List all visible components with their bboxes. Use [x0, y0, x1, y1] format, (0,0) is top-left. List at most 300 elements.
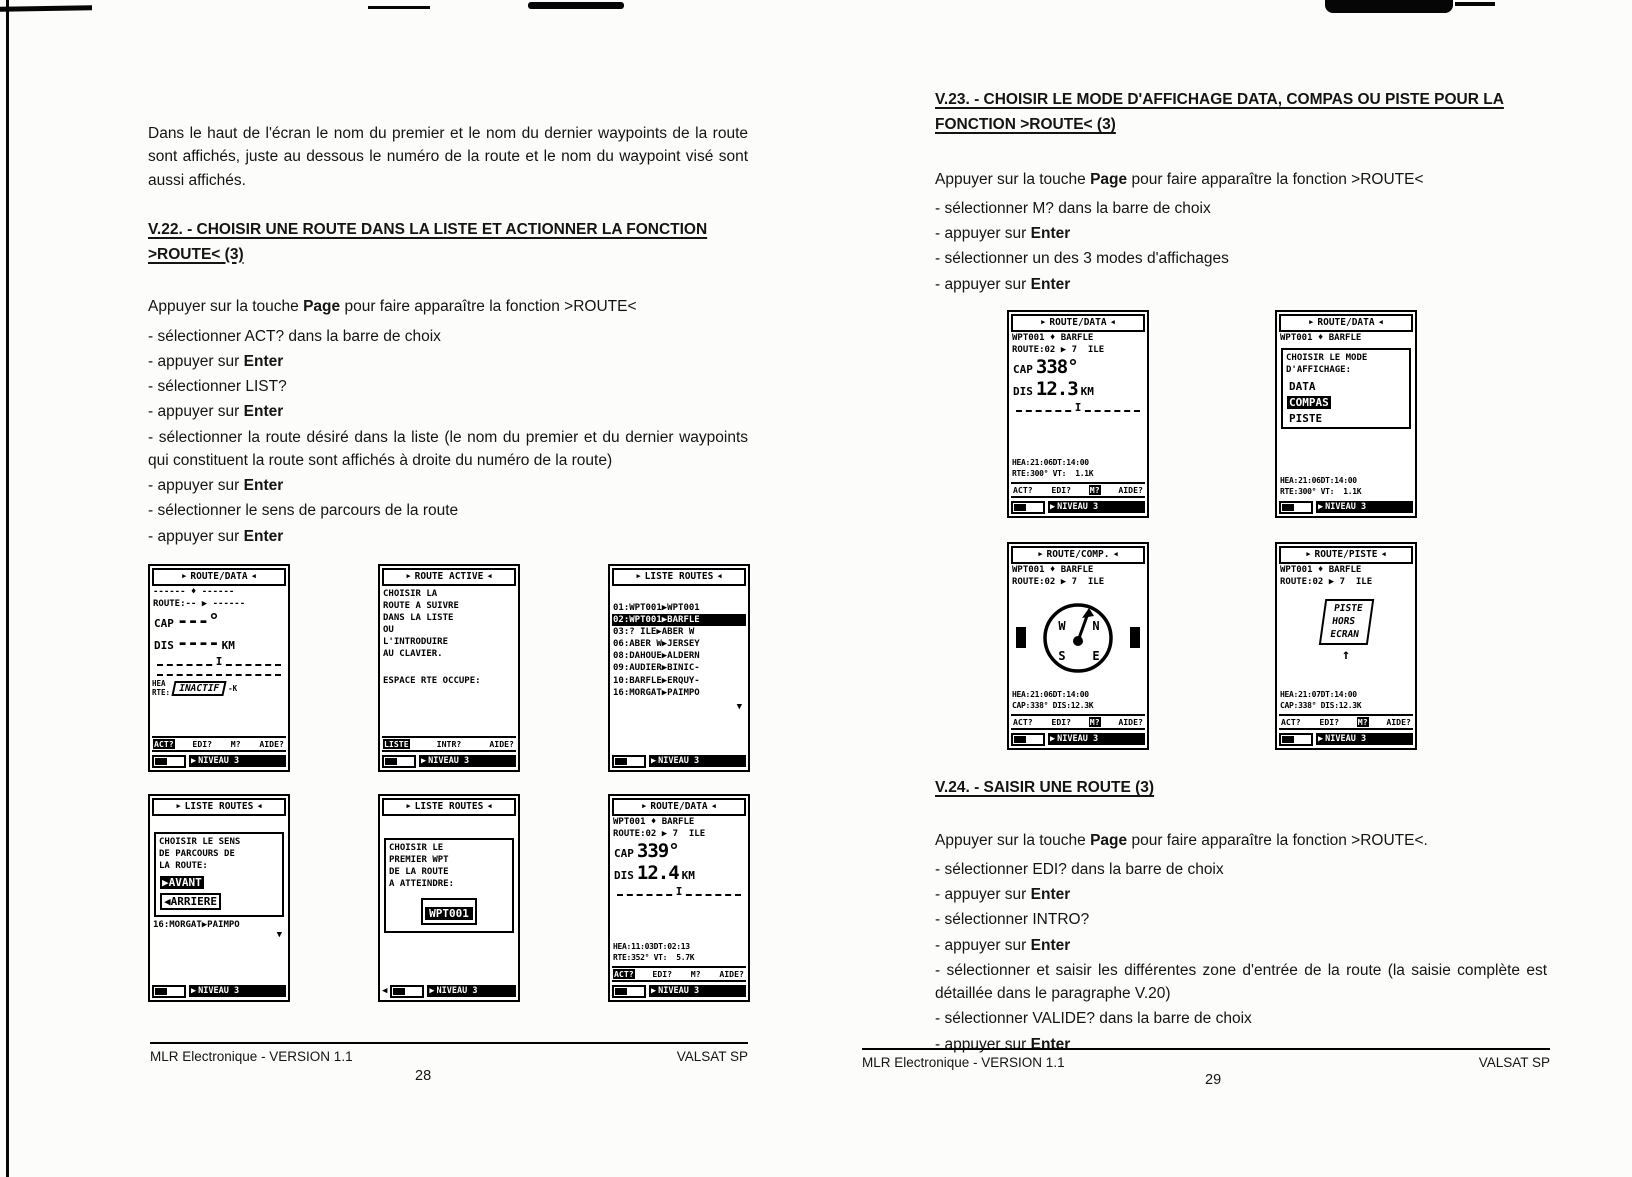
text-segment: Page	[1090, 831, 1128, 849]
instruction-step	[935, 273, 1547, 296]
option-arriere: ◀ARRIERE	[160, 893, 221, 910]
niveau-level	[1048, 733, 1145, 745]
arrow-left-icon: ◀	[1378, 318, 1383, 327]
lcd-menu-item: AIDE?	[1118, 716, 1143, 727]
lcd-row: ROUTE A SUIVRE	[383, 600, 459, 611]
selected-waypoint-box	[421, 898, 477, 925]
text-segment: - sélectionner EDI? dans la barre de choix	[935, 860, 1224, 878]
text-segment: - appuyer sur	[148, 527, 244, 545]
lcd-title: ROUTE/DATA	[650, 800, 708, 812]
display-mode-option: DATA	[1289, 380, 1316, 394]
cap-readout	[612, 842, 746, 862]
compass-letter-e: E	[1092, 649, 1100, 663]
lcd-screen-route-data	[1007, 310, 1149, 518]
battery-fill	[1014, 736, 1026, 743]
waypoint-line: WPT001 ♦ BARFLE	[1280, 332, 1362, 343]
lcd-header	[382, 798, 516, 816]
niveau-bar	[1011, 733, 1145, 746]
scan-mark	[1325, 0, 1453, 13]
selected-waypoint: WPT001	[425, 907, 473, 920]
niveau-bar	[612, 755, 746, 768]
arrow-right-icon: ▶	[1306, 550, 1311, 559]
dis-label: DIS	[1013, 384, 1033, 398]
instruction-step	[148, 325, 748, 348]
lcd-screens-grid	[148, 564, 748, 1002]
lcd-row: OU	[383, 625, 394, 636]
lcd-menu-bar	[382, 736, 516, 752]
rte-line: RTE:352° VT: 5.7K	[613, 953, 695, 963]
niveau-bar	[1011, 501, 1145, 514]
text-segment: - sélectionner un des 3 modes d'affichages	[935, 250, 1229, 268]
lcd-menu-item: EDI?	[1319, 716, 1340, 727]
lcd-screen-route-piste	[1275, 542, 1417, 750]
text-segment: Enter	[243, 477, 284, 495]
lcd-menu-bar	[612, 966, 746, 982]
lcd-header	[1011, 314, 1145, 332]
route-row-behind: 16:MORGAT▶PAIMPO	[153, 920, 240, 931]
cap-readout	[152, 612, 286, 632]
battery-gauge-icon	[1011, 733, 1045, 746]
flag-text	[1328, 603, 1364, 641]
lcd-menu-item: ACT?	[1013, 484, 1033, 495]
waypoint-line: ------ ♦ ------	[153, 586, 235, 597]
text-segment: - sélectionner la route désiré dans la liste (le nom du premier et du dernier waypoints qui constituent la route sont affichés à droite du numéro de la route)	[148, 428, 748, 469]
manual-page-28	[148, 122, 748, 1002]
battery-gauge-icon	[382, 755, 416, 768]
niveau-bar	[382, 755, 516, 768]
xte-indicator	[1016, 400, 1140, 416]
lcd-row: DE LA ROUTE	[389, 867, 449, 877]
lcd-row: D'AFFICHAGE:	[1286, 365, 1352, 375]
niveau-level	[427, 985, 516, 997]
text-segment: Enter	[1030, 225, 1071, 243]
arrow-left-icon: ◀	[717, 572, 722, 581]
niveau-label: NIVEAU 3	[1057, 734, 1099, 745]
text-segment: Enter	[243, 352, 284, 370]
niveau-level	[189, 985, 286, 997]
lcd-menu-bar	[1011, 482, 1145, 498]
instruction-step	[935, 908, 1547, 931]
niveau-label: NIVEAU 3	[428, 756, 470, 767]
page-number-28: 28	[415, 1068, 432, 1084]
arrow-right-icon: ▶	[406, 572, 411, 581]
lcd-screen-route-data-active	[608, 794, 750, 1002]
lcd-menu-item: M?	[1089, 484, 1100, 495]
arrow-right-icon: ▶	[642, 802, 647, 811]
lcd-screen-premier-wpt	[378, 794, 520, 1002]
dis-label: DIS	[154, 638, 174, 652]
instruction-step	[148, 375, 748, 398]
niveau-level	[1316, 733, 1413, 745]
lcd-menu-item: EDI?	[652, 968, 673, 979]
arrow-right-icon: ▶	[429, 986, 435, 997]
lcd-menu-item: AIDE?	[489, 738, 514, 749]
battery-gauge-icon	[612, 755, 646, 768]
text-segment: Enter	[1030, 886, 1071, 904]
compass-display	[1011, 592, 1145, 684]
hea-line: HEA:21:07DT:14:00	[1280, 690, 1357, 700]
text-segment: - appuyer sur	[935, 225, 1031, 243]
lcd-header	[1279, 314, 1413, 332]
inactive-status-row	[152, 680, 286, 697]
hea-line: HEA:21:06DT:14:00	[1280, 476, 1357, 486]
lcd-row: L'INTRODUIRE	[383, 637, 449, 648]
footer-product: VALSAT SP	[1478, 1055, 1550, 1070]
battery-gauge-icon	[152, 985, 186, 998]
lcd-menu-item: AIDE?	[1118, 484, 1143, 495]
steps-list-v23	[935, 197, 1547, 296]
arrow-left-icon: ◀	[711, 802, 716, 811]
dis-unit: KM	[1080, 384, 1094, 398]
dis-label: DIS	[614, 868, 634, 882]
lcd-title: ROUTE/DATA	[190, 570, 248, 582]
lcd-menu-item: ACT?	[1013, 716, 1033, 727]
arrow-right-icon: ▶	[182, 572, 187, 581]
text-segment: - appuyer sur	[148, 403, 244, 421]
lcd-screen-mode-affichage	[1275, 310, 1417, 518]
lcd-header	[1011, 546, 1145, 564]
dis-value: ----	[176, 631, 219, 654]
intro-paragraph: Dans le haut de l'écran le nom du premier et le nom du dernier waypoints de la route sont affichés, juste au dessous le numéro de la route et le nom du waypoint visé sont aussi affichés.	[148, 125, 748, 189]
steps-list-v22	[148, 325, 748, 548]
text-segment: pour faire apparaître la fonction >ROUTE<	[1127, 170, 1424, 188]
battery-gauge-icon	[1011, 501, 1045, 514]
niveau-label: NIVEAU 3	[658, 756, 700, 767]
lcd-menu-item: M?	[230, 738, 241, 749]
instruction-step	[935, 197, 1547, 220]
instruction-step	[148, 400, 748, 423]
scan-mark	[368, 6, 430, 9]
route-line: ROUTE:02 ▶ 7 ILE	[613, 828, 706, 839]
battery-fill	[385, 758, 397, 765]
niveau-label: NIVEAU 3	[198, 756, 240, 767]
battery-fill	[155, 988, 167, 995]
waypoint-line: WPT001 ♦ BARFLE	[613, 816, 695, 827]
arrow-right-icon: ▶	[1318, 734, 1324, 745]
arrow-right-icon: ▶	[636, 572, 641, 581]
lcd-row: CHOISIR LE SENS	[159, 836, 241, 847]
niveau-bar	[612, 985, 746, 998]
lcd-menu-bar	[152, 736, 286, 752]
mode-options	[1285, 380, 1407, 425]
xte-marker: I	[673, 885, 686, 898]
waypoint-line: WPT001 ♦ BARFLE	[1280, 564, 1362, 575]
text-segment: pour faire apparaître la fonction >ROUTE<.	[1127, 831, 1428, 849]
arrow-left-icon: ◀	[1113, 550, 1118, 559]
prompt-text	[1285, 352, 1407, 376]
text-segment: Enter	[1030, 1035, 1071, 1053]
arrow-right-icon: ▶	[1041, 318, 1046, 327]
xte-marker: I	[1072, 401, 1085, 414]
scroll-down-icon: ▼	[736, 701, 742, 712]
lcd-header	[152, 798, 286, 816]
hea-line: HEA:21:06DT:14:00	[1012, 458, 1089, 468]
text-segment: pour faire apparaître la fonction >ROUTE<	[340, 298, 637, 316]
arrow-right-icon: ▶	[1038, 550, 1043, 559]
niveau-level	[189, 755, 286, 767]
paragraph-v22	[148, 295, 748, 318]
niveau-level	[649, 755, 746, 767]
text-segment: - appuyer sur	[148, 352, 244, 370]
scroll-down-icon: ▼	[276, 930, 282, 941]
display-mode-option: COMPAS	[1289, 396, 1329, 410]
niveau-level	[419, 755, 516, 767]
arrow-right-icon: ▶	[651, 986, 657, 997]
mode-chooser-box	[1281, 348, 1411, 429]
arrow-right-icon: ▶	[1050, 734, 1056, 745]
lcd-screens-grid	[1007, 310, 1547, 750]
lcd-header	[1279, 546, 1413, 564]
cap-label: CAP	[154, 617, 174, 630]
lcd-title: LISTE ROUTES	[414, 800, 484, 812]
lcd-title: ROUTE ACTIVE	[414, 570, 484, 582]
lcd-screen-route-active	[378, 564, 520, 772]
instruction-step	[148, 426, 748, 473]
compass-rose	[1011, 592, 1145, 684]
instruction-step	[935, 959, 1547, 1006]
capdis-line: CAP:338° DIS:12.3K	[1280, 701, 1362, 711]
arrow-left-icon: ◀	[487, 802, 492, 811]
instruction-step	[935, 1007, 1547, 1030]
arrow-left-icon: ◀	[487, 572, 492, 581]
route-line: ROUTE:-- ▶ ------	[153, 598, 246, 609]
rte-label: RTE:	[152, 687, 171, 697]
battery-gauge-icon	[1279, 733, 1313, 746]
lcd-row: HORS	[1331, 615, 1356, 627]
lcd-row: ECRAN	[1329, 628, 1360, 640]
text-segment: Enter	[243, 403, 284, 421]
cap-label: CAP	[1013, 363, 1033, 376]
dis-value: 12.3	[1035, 377, 1078, 400]
hea-label: HEA	[152, 678, 166, 688]
lcd-title: ROUTE/DATA	[1049, 316, 1107, 328]
lcd-row: 06:ABER W▶JERSEY	[613, 639, 700, 650]
arrow-left-icon: ◀	[382, 986, 388, 997]
lcd-row: LA ROUTE:	[159, 861, 208, 871]
cap-value: 338°	[1035, 356, 1078, 378]
prompt-text	[388, 842, 510, 891]
arrow-right-icon: ▶	[1309, 318, 1314, 327]
text-segment: - appuyer sur	[935, 1035, 1031, 1053]
lcd-row: 09:AUDIER▶BINIC-	[613, 663, 700, 674]
footer-brand: MLR Electronique - VERSION 1.1	[862, 1055, 1065, 1070]
compass-letter-n: N	[1092, 619, 1100, 633]
niveau-label: NIVEAU 3	[198, 986, 240, 997]
xte-indicator	[617, 884, 741, 900]
niveau-bar	[1279, 733, 1413, 746]
text-segment: - appuyer sur	[935, 275, 1031, 293]
text-segment: Enter	[1030, 275, 1071, 293]
lcd-row: 10:BARFLE▶ERQUY-	[613, 675, 700, 686]
text-segment: - sélectionner ACT? dans la barre de choix	[148, 327, 441, 345]
lcd-menu-item: INTR?	[436, 738, 462, 749]
lcd-row: CHOISIR LE	[389, 842, 444, 853]
battery-gauge-icon	[1279, 501, 1313, 514]
niveau-label: NIVEAU 3	[1325, 502, 1367, 513]
battery-fill	[1282, 736, 1294, 743]
arrow-left-icon: ◀	[1381, 550, 1386, 559]
text-segment: - sélectionner VALIDE? dans la barre de choix	[935, 1010, 1252, 1028]
waypoint-line: WPT001 ♦ BARFLE	[1012, 332, 1094, 343]
battery-gauge-icon	[612, 985, 646, 998]
lcd-menu-item: AIDE?	[259, 738, 284, 749]
route-line: ROUTE:02 ▶ 7 ILE	[1012, 344, 1105, 355]
compass-letter-w: W	[1058, 619, 1066, 633]
lcd-title: ROUTE/COMP.	[1046, 548, 1110, 560]
instruction-step	[935, 858, 1547, 881]
prompt-box	[154, 832, 284, 917]
lcd-header	[152, 568, 286, 586]
battery-fill	[1014, 504, 1026, 511]
dis-readout	[152, 631, 286, 654]
arrow-right-icon: ▶	[406, 802, 411, 811]
scan-mark	[528, 2, 624, 9]
steps-list-v24	[935, 858, 1547, 1056]
up-arrow-icon: ↑	[1341, 647, 1351, 664]
instruction-step	[148, 350, 748, 373]
instruction-step	[148, 499, 748, 522]
paragraph-v23	[935, 168, 1547, 191]
paragraph-v24	[935, 829, 1547, 852]
arrow-right-icon: ▶	[1050, 502, 1056, 513]
arrow-right-icon: ▶	[651, 756, 657, 767]
niveau-bar	[152, 985, 286, 998]
prompt-text	[158, 836, 280, 872]
rte-line: RTE:300° VT: 1.1K	[1280, 487, 1362, 497]
niveau-bar	[152, 755, 286, 768]
route-list	[612, 602, 746, 699]
cap-label: CAP	[614, 847, 634, 860]
lcd-row: A ATTEINDRE:	[389, 879, 455, 890]
arrow-left-icon: ◀	[251, 572, 256, 581]
battery-fill	[615, 988, 627, 995]
dashed-divider	[157, 674, 281, 676]
footer-page-29	[862, 1048, 1550, 1070]
dis-readout	[612, 861, 746, 884]
section-heading-v23: V.23. - CHOISIR LE MODE D'AFFICHAGE DATA, COMPAS OU PISTE POUR LA FONCTION >ROUTE< (3)	[935, 91, 1504, 133]
section-heading-v24: V.24. - SAISIR UNE ROUTE (3)	[935, 778, 1155, 796]
instruction-step	[935, 883, 1547, 906]
hea-line: HEA:11:03DT:02:13	[613, 942, 690, 952]
arrow-right-icon: ▶	[421, 756, 427, 767]
lcd-row: 08:DAHOUE▶ALDERN	[613, 651, 700, 662]
cap-value: ---°	[176, 610, 219, 632]
lcd-menu-item: EDI?	[1051, 716, 1072, 727]
niveau-bar	[1279, 501, 1413, 514]
dis-unit: KM	[221, 638, 235, 652]
display-mode-option: PISTE	[1289, 412, 1323, 426]
footer-product: VALSAT SP	[676, 1049, 748, 1064]
lcd-row: CHOISIR LA	[383, 588, 438, 599]
text-segment: Enter	[1030, 936, 1071, 954]
lcd-menu-item: M?	[690, 968, 701, 979]
text-segment: - sélectionner le sens de parcours de la route	[148, 502, 459, 520]
arrow-right-icon: ▶	[176, 802, 181, 811]
text-segment: Enter	[243, 527, 284, 545]
instruction-step	[935, 222, 1547, 245]
battery-fill	[155, 758, 167, 765]
scan-mark	[0, 5, 92, 12]
lcd-screen-route-data-empty	[148, 564, 290, 772]
cap-readout	[1011, 358, 1145, 378]
text-segment: - appuyer sur	[148, 477, 244, 495]
niveau-level	[1048, 501, 1145, 513]
lcd-menu-item: M?	[1357, 716, 1368, 727]
piste-hors-ecran-display	[1279, 594, 1413, 682]
text-segment: Appuyer sur la touche	[935, 831, 1091, 849]
status-labels	[152, 680, 170, 697]
footer-brand: MLR Electronique - VERSION 1.1	[150, 1049, 353, 1064]
lcd-header	[612, 568, 746, 586]
lcd-row: PISTE	[1332, 603, 1363, 614]
instruction-step	[935, 934, 1547, 957]
lcd-header	[382, 568, 516, 586]
hea-line: HEA:21:06DT:14:00	[1012, 690, 1089, 700]
lcd-row: CHOISIR LE MODE	[1286, 352, 1368, 363]
niveau-label: NIVEAU 3	[1325, 734, 1367, 745]
battery-fill	[615, 758, 627, 765]
instruction-step	[148, 474, 748, 497]
lcd-screen-route-compas	[1007, 542, 1149, 750]
lcd-title: ROUTE/PISTE	[1314, 548, 1378, 560]
battery-fill	[393, 988, 405, 995]
text-segment: - sélectionner M? dans la barre de choix	[935, 199, 1211, 217]
option-avant: ▶AVANT	[162, 876, 202, 890]
k-suffix: -K	[228, 684, 238, 693]
dis-value: 12.4	[636, 861, 679, 884]
xte-indicator	[157, 654, 281, 670]
lcd-menu-bar	[1279, 714, 1413, 730]
niveau-level	[649, 985, 746, 997]
dis-unit: KM	[681, 868, 695, 882]
niveau-level	[1316, 501, 1413, 513]
text-segment: - appuyer sur	[935, 936, 1031, 954]
lcd-menu-item: AIDE?	[1386, 716, 1411, 727]
section-heading-v22: V.22. - CHOISIR UNE ROUTE DANS LA LISTE ET ACTIONNER LA FONCTION >ROUTE< (3)	[148, 220, 708, 263]
lcd-title: LISTE ROUTES	[184, 800, 254, 812]
inactif-flag: INACTIF	[171, 681, 226, 696]
lcd-row: AU CLAVIER.	[383, 649, 443, 660]
prompt-box	[384, 838, 514, 934]
route-line: ROUTE:02 ▶ 7 ILE	[1280, 576, 1373, 587]
arrow-left-icon: ◀	[257, 802, 262, 811]
lcd-title: ROUTE/DATA	[1317, 316, 1375, 328]
lcd-screen-sens-parcours	[148, 794, 290, 1002]
cap-value: 339°	[636, 840, 679, 862]
lcd-title: LISTE ROUTES	[644, 570, 714, 582]
lcd-menu-item: M?	[1089, 716, 1100, 727]
footer-page-28	[150, 1042, 748, 1064]
dis-readout	[1011, 377, 1145, 400]
lcd-menu-item: EDI?	[1051, 484, 1072, 495]
text-segment: - appuyer sur	[935, 886, 1031, 904]
text-segment: Appuyer sur la touche	[935, 170, 1091, 188]
battery-gauge-icon	[152, 755, 186, 768]
lcd-menu-item: ACT?	[154, 738, 174, 749]
piste-flag	[1318, 599, 1373, 645]
espace-line: ESPACE RTE OCCUPE:	[383, 675, 481, 686]
text-segment: - sélectionner INTRO?	[935, 911, 1090, 929]
manual-page-29	[935, 88, 1547, 1058]
arrow-left-icon: ◀	[1110, 318, 1115, 327]
text-segment: - sélectionner LIST?	[148, 378, 287, 396]
lcd-row: PREMIER WPT	[389, 854, 449, 865]
niveau-label: NIVEAU 3	[658, 986, 700, 997]
waypoint-line: WPT001 ♦ BARFLE	[1012, 564, 1094, 575]
lcd-row: 01:WPT001▶WPT001	[613, 602, 700, 613]
arrow-right-icon: ▶	[191, 986, 197, 997]
instruction-step	[148, 525, 748, 548]
